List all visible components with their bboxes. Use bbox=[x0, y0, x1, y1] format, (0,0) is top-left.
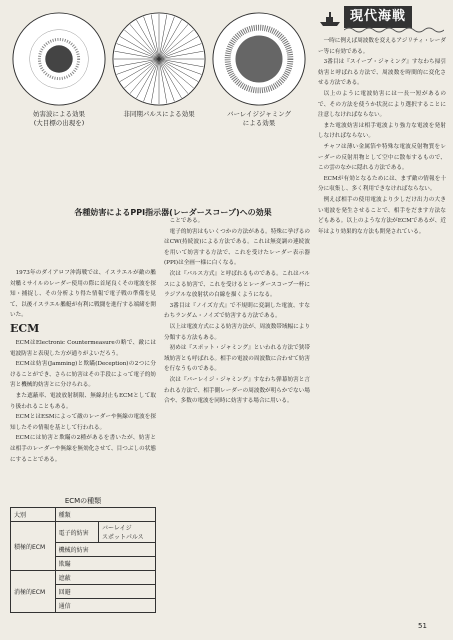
table-cell: バーレイジ スポットパルス bbox=[98, 522, 155, 543]
caption-barrage: バーレイジジャミング による効果 bbox=[226, 110, 292, 127]
table-cell: 電子的妨害 bbox=[55, 522, 98, 543]
body-paragraph: 次は『バルス方式』と呼ばれるものである。これはバルスによる妨害で、これを受けるとレーダースコープ一杯にラジアルな放射状の白線を描くようになる。 bbox=[164, 270, 310, 299]
warship-icon bbox=[318, 8, 342, 28]
caption-jamming: 妨害波による効果 (大目標の出現を) bbox=[33, 110, 85, 127]
section-title: 現代海戦 bbox=[344, 6, 412, 28]
ecm-paragraph: また遮蔽率、電波放射制限、無線封止もECMとして取り扱われることもある。 bbox=[10, 392, 156, 410]
ppi-scope-barrage bbox=[210, 10, 308, 108]
ppi-figure bbox=[10, 10, 310, 215]
body-paragraph: 以上は電波方式による妨害方法が、周波数帯域幅により分類する方法もある。 bbox=[164, 323, 310, 341]
ppi-scope-jamming bbox=[10, 10, 108, 108]
ecm-paragraph: ECMはElectronic Countermeasureの略で、敵には電波防害と表現した方が通りがよいだろう。 bbox=[10, 340, 156, 357]
table-cell: 回避 bbox=[55, 585, 155, 599]
section-header bbox=[318, 6, 446, 32]
body-paragraph: ECMが有効となるためには、まず敵の情報を十分に収集し、多く利用できなければならない。 bbox=[318, 175, 446, 193]
table-cell: 積極的ECM bbox=[11, 522, 56, 571]
table-cell: 遮蔽 bbox=[55, 571, 155, 585]
page-number: 51 bbox=[418, 622, 427, 630]
body-paragraph: 例えば相手の使用電波より少しだけ出力の大きい電波を発生させることで、相手をだます方法などもある。以上のような方法がECMであるが、近年はより効果的な方法も開発されている。 bbox=[318, 196, 446, 235]
ecm-paragraph: ECMとはESMによって敵のレーダーや無線の電波を探知したその情報を基として行われる。 bbox=[10, 414, 156, 431]
table-header: 種類 bbox=[55, 508, 155, 522]
table-row bbox=[11, 571, 156, 585]
ecm-body bbox=[10, 338, 156, 465]
body-paragraph: 電子的妨害はもいくつかの方法がある。特殊に挙げるのはCW(持続波)による方法である。これは無変調の連続波を用いて妨害する方法で、これを受けたレーダー表示器(PPI)は全画一様に白くなる。 bbox=[164, 228, 310, 267]
figure-title: 各種妨害によるPPI指示器(レーダースコープ)への効果 bbox=[74, 208, 272, 217]
body-paragraph: チャフは薄い金属箔や特殊な電波反射物質をレーダーの反射用物として空中に散布するもので、この雲のなかに隠れる方法である。 bbox=[318, 143, 446, 172]
body-paragraph: 3番目は『スイープ・ジャミング』すなわち掃引妨害と呼ばれる方法で、周波数を時間的に変化させる方法である。 bbox=[318, 59, 446, 87]
table-cell: 消極的ECM bbox=[11, 571, 56, 613]
table-cell: 機械的妨害 bbox=[55, 543, 155, 557]
intro-paragraph: 1973年のダイアロフ沖海戦では、イスラエルが敵の艦対艦ミサイルのレーダー使用の際に首尾良くその電波を探知・捕捉し、その分析より得た情報で電子戦の準備を見て、以後イスラエル艦艇が有利に戦闘を進行する端緒を開いた。 bbox=[10, 270, 156, 319]
body-paragraph: 初めは『スポット・ジャミング』といわれる方法で狭帯域妨害とも呼ばれる。相手の電波の周波数に合わせて妨害を行なうものである。 bbox=[164, 345, 310, 373]
body-paragraph: また電波妨害は相手電波より強力な電波を発射しなければならない。 bbox=[318, 122, 446, 140]
body-paragraph: 以上のように電波妨害には一長一短があるので、その方法を使うか状況により選択することに注意しなければならない。 bbox=[318, 90, 446, 119]
table-header-row bbox=[11, 508, 156, 522]
wave-decoration bbox=[344, 26, 444, 34]
table-cell: 欺瞞 bbox=[55, 557, 155, 571]
caption-pulse: 非同期パルスによる効果 bbox=[123, 110, 195, 118]
middle-column bbox=[164, 216, 310, 631]
body-paragraph: 次は『バーレイジ・ジャミング』すなわち弾幕妨害と言われる方法で、相手側レーダーの周波数が明らかでない場合や、多数の電波を同時に妨害する場合に用いる。 bbox=[164, 376, 310, 405]
ecm-heading: ECM bbox=[10, 322, 40, 335]
ecm-types-table bbox=[10, 507, 156, 613]
table-cell: 通信 bbox=[55, 599, 155, 613]
table-row bbox=[11, 522, 156, 543]
table-header: 大別 bbox=[11, 508, 56, 522]
body-paragraph: 一時に例えば周波数を変えるアジリティ・レーダー等に有効である。 bbox=[318, 38, 446, 55]
body-paragraph: ことである。 bbox=[169, 218, 204, 224]
ppi-scope-pulse bbox=[110, 10, 208, 108]
ecm-paragraph: ECMは妨害(Jamming)と欺瞞(Deception)の2つに分けることができ、さらに妨害はその手段によって電子的妨害と機械的妨害とに分けられる。 bbox=[10, 361, 156, 389]
right-column bbox=[318, 36, 446, 631]
body-paragraph: 3番目は『ノイズ方式』で不規則に変調した電波、すなわちランダム・ノイズで妨害する方法である。 bbox=[164, 302, 310, 320]
ecm-paragraph: ECMには妨害と欺瞞の2種があるを書いたが、妨害とは相手のレーダーや無線を無効化させて、目つぶしの状態にすることである。 bbox=[10, 435, 156, 463]
table-title: ECMの種類 bbox=[64, 497, 102, 505]
